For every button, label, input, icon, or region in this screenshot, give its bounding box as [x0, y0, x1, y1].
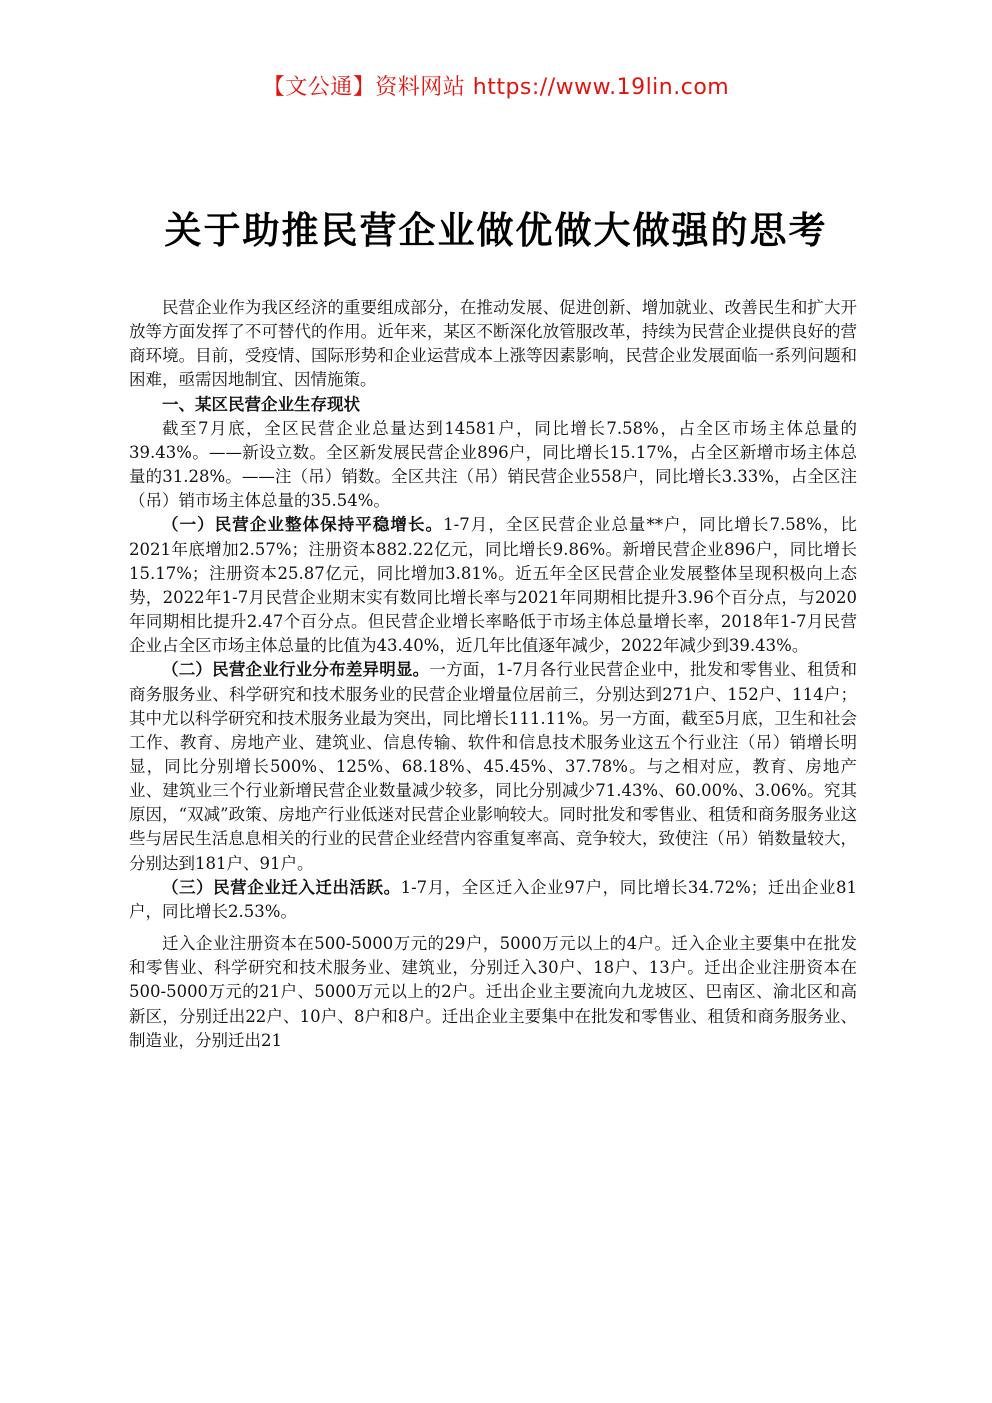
site-watermark: 【文公通】资料网站 https://www.19lin.com	[262, 75, 730, 100]
subsection-3-heading: （三）民营企业迁入迁出活跃。	[162, 877, 401, 897]
subsection-1-paragraph	[129, 513, 857, 658]
subsection-1-heading: （一）民营企业整体保持平稳增长。	[162, 515, 444, 535]
document-title: 关于助推民营企业做优做大做强的思考	[164, 208, 828, 252]
subsection-3-paragraph	[129, 876, 857, 924]
section-heading: 一、某区民营企业生存现状	[162, 394, 360, 414]
subsection-3-text: 1-7月，全区迁入企业97户，同比增长34.72%；迁出企业81户，同比增长2.53%。	[129, 877, 857, 921]
subsection-2-paragraph	[129, 658, 857, 875]
intro-paragraph: 民营企业作为我区经济的重要组成部分，在推动发展、促进创新、增加就业、改善民生和扩大开放等方面发挥了不可替代的作用。近年来，某区不断深化放管服改革，持续为民营企业提供良好的营商环境。目前，受疫情、国际形势和企业运营成本上涨等因素影响，民营企业发展面临一系列问题和困难，亟需因地制宜、因情施策。	[129, 298, 857, 390]
subsection-2-heading: （二）民营企业行业分布差异明显。	[162, 660, 430, 680]
subsection-2-text: 一方面，1-7月各行业民营企业中，批发和零售业、租赁和商务服务业、科学研究和技术服务业的民营企业增量位居前三，分别达到271户、152户、114户；其中尤以科学研究和技术服务业最为突出，同比增长111.11%。另一方面，截至5月底，卫生和社会工作、教育、房地产业、建筑业、信息传输、软件和信息技术服务业这五个行业注（吊）销增长明显，同比分别增长500%、125%、68.18%、45.45%、37.78%。与之相对应，教育、房地产业、建筑业三个行业新增民营企业数量减少较多，同比分别减少71.43%、60.00%、3.06%。究其原因，“双减”政策、房地产行业低迷对民营企业影响较大。同时批发和零售业、租赁和商务服务业这些与居民生活息息相关的行业的民营企业经营内容重复率高、竞争较大，致使注（吊）销数量较大，分别达到181户、91户。	[129, 660, 857, 873]
subsection-1-text: 1-7月，全区民营企业总量**户，同比增长7.58%，比2021年底增加2.57%；注册资本882.22亿元，同比增长9.86%。新增民营企业896户，同比增长15.17%；注册资本25.87亿元，同比增加3.81%。近五年全区民营企业发展整体呈现积极向上态势，2022年1-7月民营企业期末实有数同比增长率与2021年同期相比提升3.96个百分点，与2020年同期相比提升2.47个百分点。但民营企业增长率略低于市场主体总量增长率，2018年1-7月民营企业占全区市场主体总量的比值为43.40%，近几年比值逐年减少，2022年减少到39.43%。	[129, 515, 858, 656]
migration-paragraph: 迁入企业注册资本在500-5000万元的29户，5000万元以上的4户。迁入企业主要集中在批发和零售业、科学研究和技术服务业、建筑业，分别迁入30户、18户、13户。迁出企业注册资本在500-5000万元的21户、5000万元以上的2户。迁出企业主要流向九龙坡区、巴南区、渝北区和高新区，分别迁出22户、10户、8户和8户。迁出企业主要集中在批发和零售业、租赁和商务服务业、制造业，分别迁出21	[129, 934, 857, 1050]
summary-paragraph: 截至7月底，全区民营企业总量达到14581户，同比增长7.58%，占全区市场主体总量的39.43%。——新设立数。全区新发展民营企业896户，同比增长15.17%，占全区新增市场主体总量的31.28%。——注（吊）销数。全区共注（吊）销民营企业558户，同比增长3.33%，占全区注（吊）销市场主体总量的35.54%。	[129, 418, 857, 511]
document-body	[129, 296, 857, 1053]
